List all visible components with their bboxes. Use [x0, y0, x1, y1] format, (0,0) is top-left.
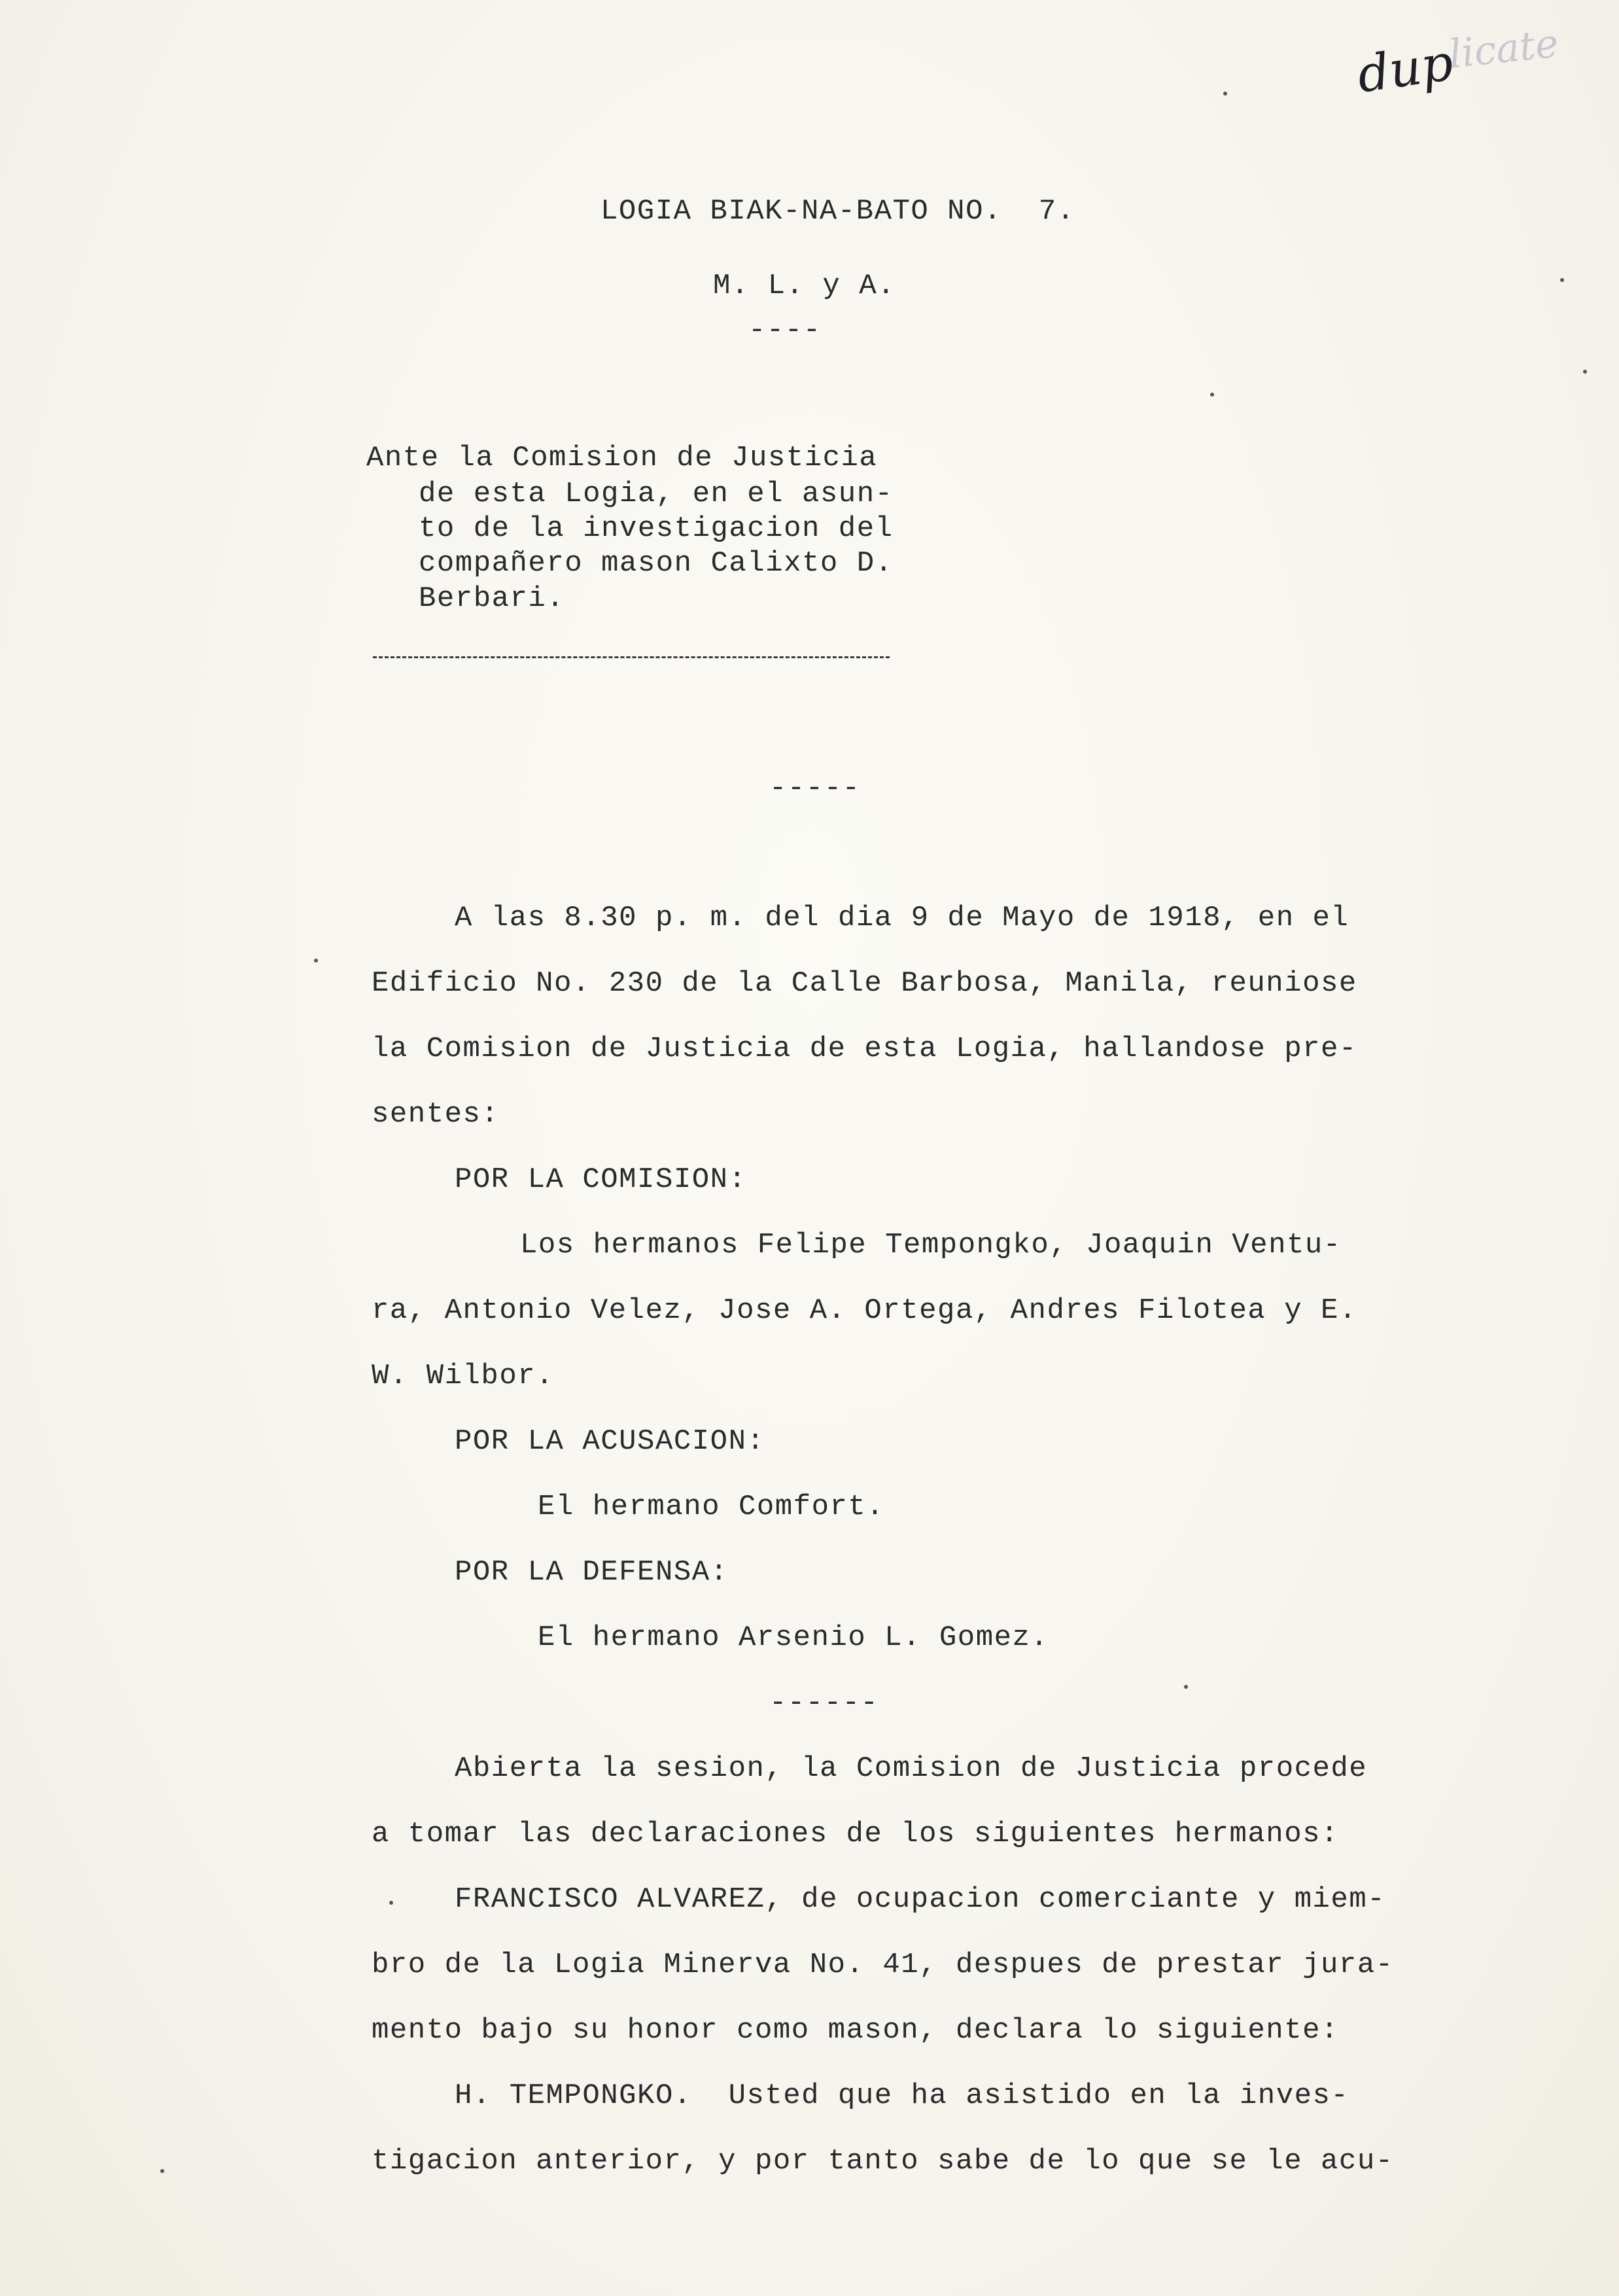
- body-separator: ------: [769, 1687, 879, 1720]
- body-line: Edificio No. 230 de la Calle Barbosa, Manila, reuniose: [372, 967, 1357, 1000]
- body-line: H. TEMPONGKO. Usted que ha asistido en la inves-: [455, 2079, 1349, 2112]
- lodge-subtitle: M. L. y A.: [713, 270, 896, 302]
- body-line: Abierta la sesion, la Comision de Justicia procede: [455, 1752, 1368, 1785]
- body-line: la Comision de Justicia de esta Logia, hallandose pre-: [372, 1033, 1357, 1065]
- caption-line: de esta Logia, en el asun-: [419, 478, 894, 510]
- body-line: W. Wilbor.: [372, 1360, 555, 1392]
- body-line: bro de la Logia Minerva No. 41, despues de prestar jura-: [372, 1949, 1394, 1981]
- paper-speck: [1210, 393, 1214, 397]
- caption-line: to de la investigacion del: [419, 512, 894, 545]
- paper-speck: [1184, 1685, 1188, 1689]
- acusacion-heading: POR LA ACUSACION:: [455, 1425, 765, 1458]
- paper-speck: [389, 1901, 393, 1905]
- caption-line: compañero mason Calixto D.: [419, 547, 894, 580]
- caption-line: Berbari.: [419, 582, 565, 615]
- body-line: ra, Antonio Velez, Jose A. Ortega, Andres Filotea y E.: [372, 1294, 1357, 1327]
- lodge-title: LOGIA BIAK-NA-BATO NO. 7.: [601, 195, 1075, 228]
- paper-speck: [1583, 370, 1587, 374]
- paper-speck: [1560, 278, 1564, 282]
- caption-underline: [373, 656, 890, 658]
- defensa-heading: POR LA DEFENSA:: [455, 1556, 729, 1589]
- body-line: A las 8.30 p. m. del dia 9 de Mayo de 1918, en el: [455, 902, 1349, 934]
- paper-speck: [1223, 92, 1227, 96]
- faint-annotation: licate: [1446, 20, 1561, 78]
- acusacion-member: El hermano Comfort.: [538, 1491, 885, 1523]
- caption-line: Ante la Comision de Justicia: [366, 442, 878, 474]
- comision-heading: POR LA COMISION:: [455, 1163, 747, 1196]
- header-rule: ----: [748, 314, 822, 347]
- body-line: mento bajo su honor como mason, declara lo siguiente:: [372, 2014, 1339, 2047]
- handwritten-annotation: dup: [1353, 33, 1457, 104]
- section-separator: -----: [769, 772, 861, 805]
- body-line: sentes:: [372, 1098, 500, 1131]
- body-line: Los hermanos Felipe Tempongko, Joaquin Ventu-: [520, 1229, 1342, 1262]
- paper-speck: [160, 2169, 164, 2173]
- body-line: FRANCISCO ALVAREZ, de ocupacion comerciante y miem-: [455, 1883, 1386, 1916]
- body-line: tigacion anterior, y por tanto sabe de lo que se le acu-: [372, 2145, 1394, 2178]
- paper-speck: [314, 959, 318, 963]
- body-line: a tomar las declaraciones de los siguientes hermanos:: [372, 1818, 1339, 1850]
- defensa-member: El hermano Arsenio L. Gomez.: [538, 1621, 1049, 1654]
